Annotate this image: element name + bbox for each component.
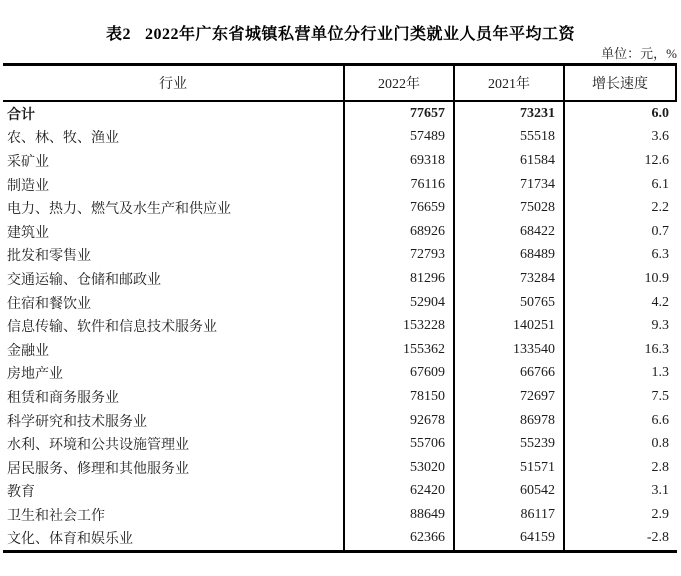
table-row-total — [3, 102, 677, 126]
y2022-cell: 81296 — [345, 267, 455, 291]
y2021-cell: 86978 — [455, 409, 565, 433]
table-number: 表2 — [105, 26, 131, 43]
industry-cell: 制造业 — [3, 173, 345, 197]
y2021-cell: 73284 — [455, 267, 565, 291]
y2022-cell: 62366 — [345, 527, 455, 551]
y2022-cell: 153228 — [345, 314, 455, 338]
col-header-industry: 行业 — [3, 66, 345, 100]
y2022-cell: 78150 — [345, 385, 455, 409]
y2021-cell: 50765 — [455, 291, 565, 315]
y2022-cell: 68926 — [345, 220, 455, 244]
industry-cell: 水利、环境和公共设施管理业 — [3, 432, 345, 456]
industry-cell: 租赁和商务服务业 — [3, 385, 345, 409]
growth-cell: 6.6 — [651, 412, 669, 428]
y2022-cell: 55706 — [345, 432, 455, 456]
table-row — [3, 409, 677, 433]
table-row — [3, 385, 677, 409]
industry-cell: 居民服务、修理和其他服务业 — [3, 456, 345, 480]
growth-cell: 12.6 — [644, 152, 669, 168]
y2021-cell: 71734 — [455, 173, 565, 197]
industry-cell: 科学研究和技术服务业 — [3, 409, 345, 433]
table-row — [3, 220, 677, 244]
table-row — [3, 126, 677, 150]
growth-cell: 4.2 — [651, 294, 669, 310]
table-body — [3, 102, 677, 553]
table-row — [3, 338, 677, 362]
y2022-cell: 76659 — [345, 196, 455, 220]
industry-cell: 教育 — [3, 480, 345, 504]
wage-table — [3, 63, 677, 553]
growth-cell: 7.5 — [651, 388, 669, 404]
table-row — [3, 362, 677, 386]
y2022-cell: 62420 — [345, 480, 455, 504]
y2022-cell: 57489 — [345, 126, 455, 150]
y2022-cell: 76116 — [345, 173, 455, 197]
growth-cell: 9.3 — [651, 318, 669, 334]
table-row — [3, 291, 677, 315]
y2022-cell: 92678 — [345, 409, 455, 433]
y2021-cell: 51571 — [455, 456, 565, 480]
y2021-cell: 72697 — [455, 385, 565, 409]
table-row — [3, 314, 677, 338]
industry-cell: 房地产业 — [3, 362, 345, 386]
growth-cell: 16.3 — [644, 341, 669, 357]
col-header-2021: 2021年 — [455, 66, 565, 100]
industry-cell: 合计 — [3, 102, 345, 126]
table-row — [3, 527, 677, 551]
table-row — [3, 480, 677, 504]
table-title — [0, 21, 681, 44]
y2021-cell: 73231 — [455, 102, 565, 126]
y2021-cell: 133540 — [455, 338, 565, 362]
industry-cell: 信息传输、软件和信息技术服务业 — [3, 314, 345, 338]
industry-cell: 采矿业 — [3, 149, 345, 173]
industry-cell: 农、林、牧、渔业 — [3, 126, 345, 150]
table-header-row — [3, 63, 677, 102]
table-row — [3, 173, 677, 197]
table-row — [3, 503, 677, 527]
industry-cell: 住宿和餐饮业 — [3, 291, 345, 315]
y2021-cell: 64159 — [455, 527, 565, 551]
y2021-cell: 60542 — [455, 480, 565, 504]
growth-cell: 1.3 — [651, 365, 669, 381]
y2022-cell: 69318 — [345, 149, 455, 173]
table-row — [3, 432, 677, 456]
y2021-cell: 75028 — [455, 196, 565, 220]
growth-cell: 2.2 — [651, 200, 669, 216]
y2021-cell: 66766 — [455, 362, 565, 386]
col-header-2022: 2022年 — [345, 66, 455, 100]
industry-cell: 文化、体育和娱乐业 — [3, 527, 345, 551]
growth-cell: 6.0 — [651, 105, 669, 121]
table-row — [3, 149, 677, 173]
industry-cell: 交通运输、仓储和邮政业 — [3, 267, 345, 291]
growth-cell: 0.8 — [651, 436, 669, 452]
table-row — [3, 196, 677, 220]
growth-cell: 10.9 — [644, 270, 669, 286]
y2022-cell: 53020 — [345, 456, 455, 480]
growth-cell: 0.7 — [651, 223, 669, 239]
growth-cell: 6.3 — [651, 247, 669, 263]
y2022-cell: 155362 — [345, 338, 455, 362]
industry-cell: 建筑业 — [3, 220, 345, 244]
y2021-cell: 55518 — [455, 126, 565, 150]
growth-cell: 3.1 — [651, 483, 669, 499]
industry-cell: 金融业 — [3, 338, 345, 362]
table-row — [3, 267, 677, 291]
growth-cell: 6.1 — [651, 176, 669, 192]
y2022-cell: 52904 — [345, 291, 455, 315]
growth-cell: -2.8 — [646, 530, 669, 546]
industry-cell: 卫生和社会工作 — [3, 503, 345, 527]
growth-cell: 3.6 — [651, 129, 669, 145]
growth-cell: 2.8 — [651, 459, 669, 475]
y2021-cell: 55239 — [455, 432, 565, 456]
y2021-cell: 68489 — [455, 244, 565, 268]
col-header-growth: 增长速度 — [565, 66, 677, 100]
unit-note: 单位：元，% — [601, 46, 677, 61]
table-title-text: 2022年广东省城镇私营单位分行业门类就业人员年平均工资 — [145, 26, 576, 43]
y2021-cell: 68422 — [455, 220, 565, 244]
industry-cell: 批发和零售业 — [3, 244, 345, 268]
y2022-cell: 88649 — [345, 503, 455, 527]
y2021-cell: 86117 — [455, 503, 565, 527]
growth-cell: 2.9 — [651, 506, 669, 522]
y2022-cell: 77657 — [345, 102, 455, 126]
y2022-cell: 72793 — [345, 244, 455, 268]
y2021-cell: 140251 — [455, 314, 565, 338]
y2021-cell: 61584 — [455, 149, 565, 173]
industry-cell: 电力、热力、燃气及水生产和供应业 — [3, 196, 345, 220]
y2022-cell: 67609 — [345, 362, 455, 386]
table-row — [3, 244, 677, 268]
table-row — [3, 456, 677, 480]
